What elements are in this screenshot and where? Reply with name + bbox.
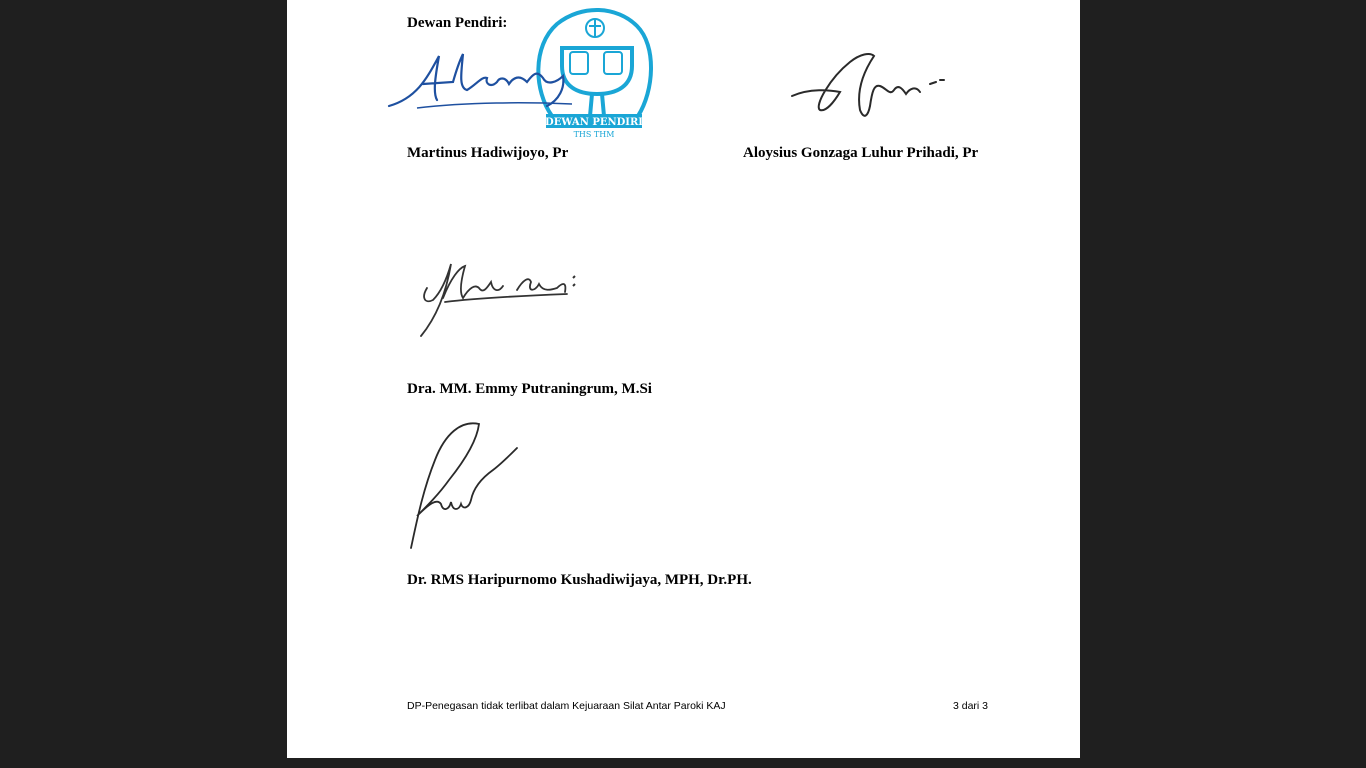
footer-document-title: DP-Penegasan tidak terlibat dalam Kejuaraan Silat Antar Paroki KAJ: [407, 700, 726, 712]
document-page: [287, 0, 1080, 758]
footer-page-number: 3 dari 3: [953, 700, 989, 712]
stamp-text: DEWAN PENDIRI: [545, 117, 643, 128]
stamp-subtext: THS THM: [573, 130, 615, 139]
signatory-name-3: Dra. MM. Emmy Putraningrum, M.Si: [407, 381, 652, 397]
signatory-name-4: Dr. RMS Haripurnomo Kushadiwijaya, MPH, Dr.PH.: [407, 572, 752, 588]
signature-4: [405, 420, 525, 552]
signature-1: [387, 48, 587, 118]
signatory-name-1: Martinus Hadiwijoyo, Pr: [407, 145, 569, 161]
signatory-name-2: Aloysius Gonzaga Luhur Prihadi, Pr: [743, 145, 979, 161]
signature-2: [790, 48, 950, 124]
section-heading: Dewan Pendiri:: [407, 15, 508, 31]
signature-3: [417, 258, 587, 340]
